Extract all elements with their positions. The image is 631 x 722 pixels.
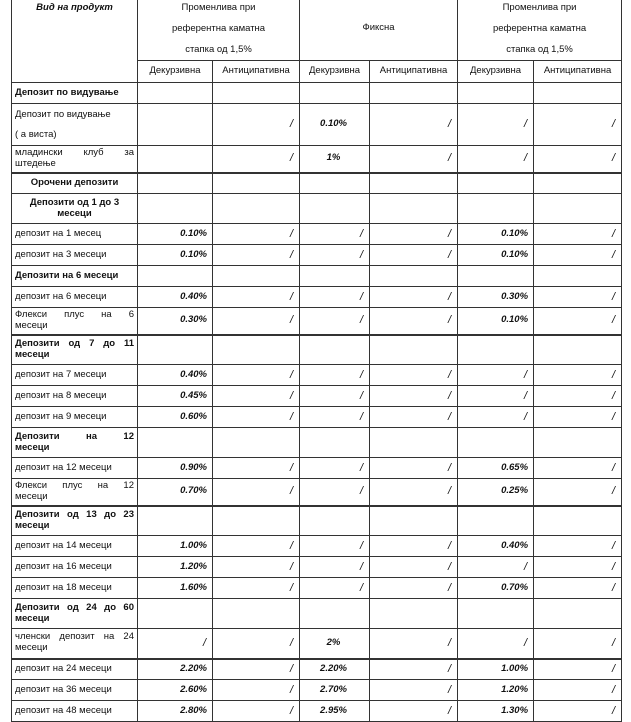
empty-cell (534, 83, 622, 104)
label-line: младински клуб за (15, 146, 134, 158)
rate-cell: 0.45% (138, 386, 213, 407)
label-line: ( а виста) (15, 128, 57, 140)
empty-cell (458, 428, 534, 458)
table-row (12, 386, 622, 407)
header-row (12, 0, 622, 61)
section-row (12, 428, 622, 458)
not-applicable-cell: / (370, 146, 458, 173)
product-label (12, 407, 138, 428)
empty-cell (534, 428, 622, 458)
not-applicable-cell: / (370, 659, 458, 680)
product-label (12, 680, 138, 701)
empty-cell (213, 428, 300, 458)
label-line: депозит на 36 месеци (15, 683, 112, 695)
not-applicable-cell: / (213, 680, 300, 701)
label-line: Депозит по видување (15, 86, 119, 98)
not-applicable-cell: / (534, 536, 622, 557)
not-applicable-cell: / (370, 458, 458, 479)
not-applicable-cell: / (534, 224, 622, 245)
table-row (12, 365, 622, 386)
empty-cell (534, 173, 622, 194)
empty-cell (370, 83, 458, 104)
product-label (12, 659, 138, 680)
not-applicable-cell: / (138, 629, 213, 659)
rate-cell: 2.60% (138, 680, 213, 701)
not-applicable-cell: / (213, 407, 300, 428)
not-applicable-cell: / (458, 104, 534, 146)
empty-cell (138, 599, 213, 629)
not-applicable-cell: / (534, 680, 622, 701)
label-line: депозит на 6 месеци (15, 290, 107, 302)
label-line: Депозит по видување (15, 108, 111, 120)
label-line: месеци (15, 612, 50, 624)
not-applicable-cell: / (370, 386, 458, 407)
empty-cell (458, 173, 534, 194)
empty-cell (138, 146, 213, 173)
empty-cell (213, 83, 300, 104)
rate-cell: 0.10% (458, 224, 534, 245)
table-row (12, 536, 622, 557)
not-applicable-cell: / (213, 224, 300, 245)
label-line: депозит на 12 месеци (15, 461, 112, 473)
not-applicable-cell: / (300, 365, 370, 386)
label-line: членски депозит на 24 (15, 631, 134, 643)
rate-cell: 0.40% (138, 287, 213, 308)
label-line: Депозити од 24 до 60 (15, 601, 134, 613)
label-line: Флекси плус на 12 (15, 479, 134, 491)
empty-cell (534, 335, 622, 365)
header-line: Променлива при (181, 2, 256, 13)
empty-cell (213, 194, 300, 224)
section-row (12, 506, 622, 536)
rate-cell: 0.10% (138, 245, 213, 266)
not-applicable-cell: / (213, 629, 300, 659)
empty-cell (300, 194, 370, 224)
anticipative-header: Антиципативна (370, 61, 458, 83)
label-line: Депозити од 7 до 11 (15, 337, 134, 349)
product-label (12, 701, 138, 722)
not-applicable-cell: / (300, 308, 370, 335)
not-applicable-cell: / (213, 458, 300, 479)
section-row (12, 83, 622, 104)
product-label (12, 386, 138, 407)
decursive-header: Декурзивна (300, 61, 370, 83)
section-label (12, 266, 138, 287)
rate-cell: 0.40% (138, 365, 213, 386)
product-label (12, 557, 138, 578)
header-line: стапка од 1,5% (506, 44, 573, 55)
product-label (12, 458, 138, 479)
label-line: Депозити на 6 месеци (15, 269, 119, 281)
rate-cell: 0.70% (458, 578, 534, 599)
label-line: Флекси плус на 6 (15, 308, 134, 320)
not-applicable-cell: / (370, 308, 458, 335)
empty-cell (300, 599, 370, 629)
product-label (12, 224, 138, 245)
rate-cell: 1.20% (458, 680, 534, 701)
not-applicable-cell: / (213, 557, 300, 578)
product-label (12, 245, 138, 266)
empty-cell (458, 83, 534, 104)
section-label (12, 428, 138, 458)
label-line: депозит на 1 месец (15, 227, 102, 239)
label-line: Депозити на 12 (15, 430, 134, 442)
empty-cell (458, 194, 534, 224)
not-applicable-cell: / (458, 557, 534, 578)
rate-cell: 0.90% (138, 458, 213, 479)
not-applicable-cell: / (213, 479, 300, 506)
rate-cell: 2.20% (138, 659, 213, 680)
header-line: Променлива при (502, 2, 577, 13)
rate-cell: 0.30% (138, 308, 213, 335)
empty-cell (138, 335, 213, 365)
not-applicable-cell: / (370, 557, 458, 578)
section-row (12, 266, 622, 287)
label-line: депозит на 14 месеци (15, 539, 112, 551)
table-row (12, 104, 622, 146)
header-line: референтна каматна (171, 23, 266, 34)
variable-rate-header-2 (458, 0, 622, 61)
not-applicable-cell: / (458, 629, 534, 659)
table-row (12, 407, 622, 428)
empty-cell (300, 173, 370, 194)
fixed-rate-header: Фиксна (300, 0, 458, 61)
empty-cell (300, 428, 370, 458)
not-applicable-cell: / (370, 224, 458, 245)
not-applicable-cell: / (300, 386, 370, 407)
label-line: депозит на 3 месеци (15, 248, 107, 260)
not-applicable-cell: / (370, 680, 458, 701)
not-applicable-cell: / (370, 536, 458, 557)
not-applicable-cell: / (458, 407, 534, 428)
empty-cell (213, 266, 300, 287)
not-applicable-cell: / (534, 287, 622, 308)
label-line: месеци (15, 642, 48, 654)
section-row (12, 335, 622, 365)
not-applicable-cell: / (213, 386, 300, 407)
empty-cell (138, 83, 213, 104)
not-applicable-cell: / (213, 104, 300, 146)
product-label (12, 629, 138, 659)
product-label (12, 365, 138, 386)
not-applicable-cell: / (213, 578, 300, 599)
empty-cell (138, 506, 213, 536)
label-line: Депозити од 1 до 3 (29, 196, 120, 208)
product-type-header: Вид на продукт (12, 0, 138, 83)
empty-cell (300, 266, 370, 287)
product-label (12, 479, 138, 506)
not-applicable-cell: / (213, 287, 300, 308)
empty-cell (138, 266, 213, 287)
empty-cell (138, 104, 213, 146)
rate-cell: 0.40% (458, 536, 534, 557)
not-applicable-cell: / (534, 629, 622, 659)
empty-cell (213, 335, 300, 365)
rate-cell: 1% (300, 146, 370, 173)
not-applicable-cell: / (370, 407, 458, 428)
rate-cell: 2.20% (300, 659, 370, 680)
not-applicable-cell: / (534, 458, 622, 479)
table-row (12, 557, 622, 578)
anticipative-header: Антиципативна (213, 61, 300, 83)
label-line: депозит на 8 месеци (15, 389, 107, 401)
empty-cell (213, 599, 300, 629)
empty-cell (300, 506, 370, 536)
rate-cell: 0.10% (300, 104, 370, 146)
section-label (12, 173, 138, 194)
section-label (12, 335, 138, 365)
not-applicable-cell: / (370, 245, 458, 266)
not-applicable-cell: / (300, 557, 370, 578)
not-applicable-cell: / (213, 308, 300, 335)
rate-cell: 1.30% (458, 701, 534, 722)
not-applicable-cell: / (534, 479, 622, 506)
not-applicable-cell: / (213, 146, 300, 173)
not-applicable-cell: / (213, 365, 300, 386)
interest-rate-table (11, 0, 622, 722)
rate-cell: 0.60% (138, 407, 213, 428)
not-applicable-cell: / (213, 245, 300, 266)
label-line: месеци (15, 319, 48, 331)
not-applicable-cell: / (534, 557, 622, 578)
rate-cell: 1.20% (138, 557, 213, 578)
not-applicable-cell: / (213, 701, 300, 722)
not-applicable-cell: / (534, 407, 622, 428)
table-row (12, 287, 622, 308)
empty-cell (534, 506, 622, 536)
not-applicable-cell: / (534, 578, 622, 599)
section-label (12, 83, 138, 104)
section-label (12, 194, 138, 224)
not-applicable-cell: / (370, 479, 458, 506)
not-applicable-cell: / (370, 365, 458, 386)
variable-rate-header-1 (138, 0, 300, 61)
label-line: депозит на 16 месеци (15, 560, 112, 572)
not-applicable-cell: / (300, 479, 370, 506)
header-line: стапка од 1,5% (185, 44, 252, 55)
not-applicable-cell: / (300, 245, 370, 266)
not-applicable-cell: / (300, 458, 370, 479)
rate-cell: 0.70% (138, 479, 213, 506)
empty-cell (370, 506, 458, 536)
section-label (12, 599, 138, 629)
product-label (12, 536, 138, 557)
not-applicable-cell: / (534, 386, 622, 407)
label-line: штедење (15, 157, 56, 169)
not-applicable-cell: / (213, 536, 300, 557)
not-applicable-cell: / (370, 629, 458, 659)
label-line: депозит на 9 месеци (15, 410, 107, 422)
label-line: месеци (15, 519, 50, 531)
rate-cell: 2.95% (300, 701, 370, 722)
label-line: Депозити од 13 до 23 (15, 508, 134, 520)
rate-cell: 2% (300, 629, 370, 659)
table-row (12, 224, 622, 245)
not-applicable-cell: / (534, 308, 622, 335)
rate-cell: 1.00% (458, 659, 534, 680)
not-applicable-cell: / (458, 365, 534, 386)
not-applicable-cell: / (370, 701, 458, 722)
empty-cell (370, 428, 458, 458)
not-applicable-cell: / (534, 701, 622, 722)
label-line: месеци (15, 348, 50, 360)
product-label (12, 308, 138, 335)
label-line: месеци (15, 490, 48, 502)
label-line: депозит на 48 месеци (15, 704, 112, 716)
not-applicable-cell: / (213, 659, 300, 680)
label-line: месеци (15, 441, 50, 453)
section-row (12, 194, 622, 224)
rate-cell: 0.25% (458, 479, 534, 506)
empty-cell (300, 83, 370, 104)
empty-cell (213, 506, 300, 536)
table-row (12, 629, 622, 659)
section-label (12, 506, 138, 536)
empty-cell (534, 194, 622, 224)
product-label (12, 104, 138, 146)
label-line: депозит на 18 месеци (15, 581, 112, 593)
not-applicable-cell: / (458, 146, 534, 173)
label-line: депозит на 7 месеци (15, 368, 107, 380)
not-applicable-cell: / (534, 659, 622, 680)
rate-cell: 0.10% (458, 245, 534, 266)
section-row (12, 599, 622, 629)
product-label (12, 287, 138, 308)
empty-cell (458, 335, 534, 365)
empty-cell (213, 173, 300, 194)
empty-cell (138, 173, 213, 194)
table-row (12, 578, 622, 599)
empty-cell (534, 266, 622, 287)
label-line: Орочени депозити (30, 176, 119, 188)
not-applicable-cell: / (300, 287, 370, 308)
empty-cell (300, 335, 370, 365)
not-applicable-cell: / (370, 287, 458, 308)
table-row (12, 659, 622, 680)
decursive-header: Декурзивна (138, 61, 213, 83)
empty-cell (458, 506, 534, 536)
rate-cell: 0.65% (458, 458, 534, 479)
empty-cell (138, 428, 213, 458)
product-label (12, 146, 138, 173)
header-line: референтна каматна (492, 23, 587, 34)
rate-cell: 0.10% (138, 224, 213, 245)
product-label (12, 578, 138, 599)
empty-cell (370, 266, 458, 287)
table-row (12, 146, 622, 173)
section-row (12, 173, 622, 194)
rate-cell: 0.30% (458, 287, 534, 308)
empty-cell (370, 173, 458, 194)
not-applicable-cell: / (300, 536, 370, 557)
not-applicable-cell: / (300, 224, 370, 245)
empty-cell (370, 599, 458, 629)
empty-cell (534, 599, 622, 629)
label-line: депозит на 24 месеци (15, 662, 112, 674)
label-line: месеци (57, 207, 92, 219)
empty-cell (458, 599, 534, 629)
not-applicable-cell: / (300, 407, 370, 428)
not-applicable-cell: / (370, 104, 458, 146)
anticipative-header: Антиципативна (534, 61, 622, 83)
not-applicable-cell: / (300, 578, 370, 599)
not-applicable-cell: / (534, 245, 622, 266)
not-applicable-cell: / (458, 386, 534, 407)
empty-cell (458, 266, 534, 287)
empty-cell (370, 194, 458, 224)
not-applicable-cell: / (370, 578, 458, 599)
table-row (12, 680, 622, 701)
table-row (12, 458, 622, 479)
table-row (12, 701, 622, 722)
decursive-header: Декурзивна (458, 61, 534, 83)
rate-cell: 1.00% (138, 536, 213, 557)
empty-cell (370, 335, 458, 365)
table-row (12, 245, 622, 266)
empty-cell (138, 194, 213, 224)
table-row (12, 308, 622, 335)
table-row (12, 479, 622, 506)
not-applicable-cell: / (534, 146, 622, 173)
rate-cell: 2.70% (300, 680, 370, 701)
rate-cell: 2.80% (138, 701, 213, 722)
not-applicable-cell: / (534, 104, 622, 146)
rate-cell: 1.60% (138, 578, 213, 599)
rate-cell: 0.10% (458, 308, 534, 335)
not-applicable-cell: / (534, 365, 622, 386)
